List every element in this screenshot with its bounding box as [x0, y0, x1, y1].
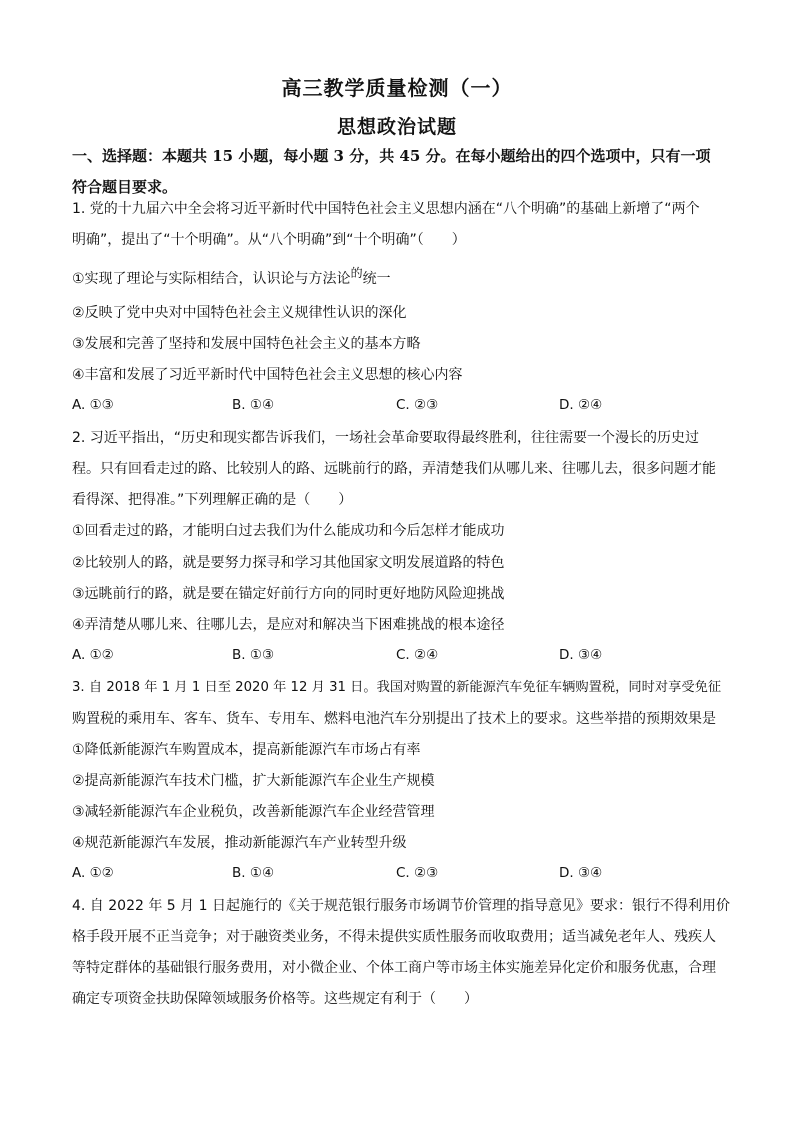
question-3-stem-line-2: 购置税的乘用车、客车、货车、专用车、燃料电池汽车分别提出了技术上的要求。这些举措的预期效果是 [72, 711, 716, 727]
question-3-stem-line-1: 3. 自 2018 年 1 月 1 日至 2020 年 12 月 31 日。我国对购置的新能源汽车免征车辆购置税，同时对享受免征 [72, 680, 722, 695]
question-3-options [72, 865, 732, 885]
statement-text: ①实现了理论与实际相结合，认识论与方法论 [72, 271, 351, 287]
question-2-stem-line-2: 程。只有回看走过的路、比较别人的路、远眺前行的路，弄清楚我们从哪儿来、往哪儿去，很多问题才能 [72, 461, 716, 477]
question-2-statement-2: ②比较别人的路，就是要努力探寻和学习其他国家文明发展道路的特色 [72, 555, 505, 571]
option-a[interactable]: A. ①② [72, 647, 114, 663]
question-3-statement-2: ②提高新能源汽车技术门槛，扩大新能源汽车企业生产规模 [72, 773, 435, 789]
question-3-statement-4: ④规范新能源汽车发展，推动新能源汽车产业转型升级 [72, 835, 407, 851]
option-a[interactable]: A. ①② [72, 865, 114, 881]
question-1-statement-3: ③发展和完善了坚持和发展中国特色社会主义的基本方略 [72, 336, 421, 352]
question-1-statement-1 [72, 266, 732, 289]
option-c[interactable]: C. ②③ [396, 865, 439, 881]
question-2-stem-line-1: 2. 习近平指出，“历史和现实都告诉我们，一场社会革命要取得最终胜利，往往需要一个漫长的历史过 [72, 430, 700, 446]
statement-tail: 统一 [362, 271, 391, 287]
question-1-stem-line-2: 明确”，提出了“十个明确”。从“八个明确”到“十个明确”（ ） [72, 232, 466, 248]
question-2-stem-line-3: 看得深、把得准。”下列理解正确的是（ ） [72, 492, 353, 508]
option-a[interactable]: A. ①③ [72, 397, 114, 413]
question-2-statement-4: ④弄清楚从哪儿来、往哪儿去，是应对和解决当下困难挑战的根本途径 [72, 617, 505, 633]
statement-superscript: 的 [350, 266, 363, 280]
question-1-statement-4: ④丰富和发展了习近平新时代中国特色社会主义思想的核心内容 [72, 367, 463, 383]
option-d[interactable]: D. ③④ [559, 865, 603, 881]
question-2-statement-3: ③远眺前行的路，就是要在锚定好前行方向的同时更好地防风险迎挑战 [72, 586, 505, 602]
question-2-statement-1: ①回看走过的路，才能明白过去我们为什么能成功和今后怎样才能成功 [72, 523, 505, 539]
option-d[interactable]: D. ②④ [559, 397, 603, 413]
option-b[interactable]: B. ①③ [232, 647, 275, 663]
exam-title: 高三教学质量检测（一） [281, 76, 513, 100]
question-1-options [72, 397, 732, 417]
exam-subtitle: 思想政治试题 [336, 116, 457, 138]
question-3-statement-1: ①降低新能源汽车购置成本，提高新能源汽车市场占有率 [72, 742, 421, 758]
option-b[interactable]: B. ①④ [232, 397, 275, 413]
option-b[interactable]: B. ①④ [232, 865, 275, 881]
question-1-stem-line-1: 1. 党的十九届六中全会将习近平新时代中国特色社会主义思想内涵在“八个明确”的基础上新增了“两个 [72, 201, 700, 217]
option-d[interactable]: D. ③④ [559, 647, 603, 663]
question-4-stem-line-1: 4. 自 2022 年 5 月 1 日起施行的《关于规范银行服务市场调节价管理的指导意见》要求：银行不得利用价 [72, 898, 730, 914]
question-4-stem-line-2: 格手段开展不正当竞争；对于融资类业务，不得未提供实质性服务而收取费用；适当减免老年人、残疾人 [72, 929, 716, 945]
question-2-options [72, 647, 732, 667]
option-c[interactable]: C. ②④ [396, 647, 439, 663]
option-c[interactable]: C. ②③ [396, 397, 439, 413]
section-heading: 一、选择题：本题共 15 小题，每小题 3 分，共 45 分。在每小题给出的四个选项中，只有一项符合题目要求。 [72, 147, 711, 196]
question-4-stem-line-3: 等特定群体的基础银行服务费用，对小微企业、个体工商户等市场主体实施差异化定价和服务优惠，合理 [72, 960, 716, 976]
question-1-statement-2: ②反映了党中央对中国特色社会主义规律性认识的深化 [72, 305, 407, 321]
question-3-statement-3: ③减轻新能源汽车企业税负，改善新能源汽车企业经营管理 [72, 804, 435, 820]
question-4-stem-line-4: 确定专项资金扶助保障领域服务价格等。这些规定有利于（ ） [72, 991, 478, 1007]
